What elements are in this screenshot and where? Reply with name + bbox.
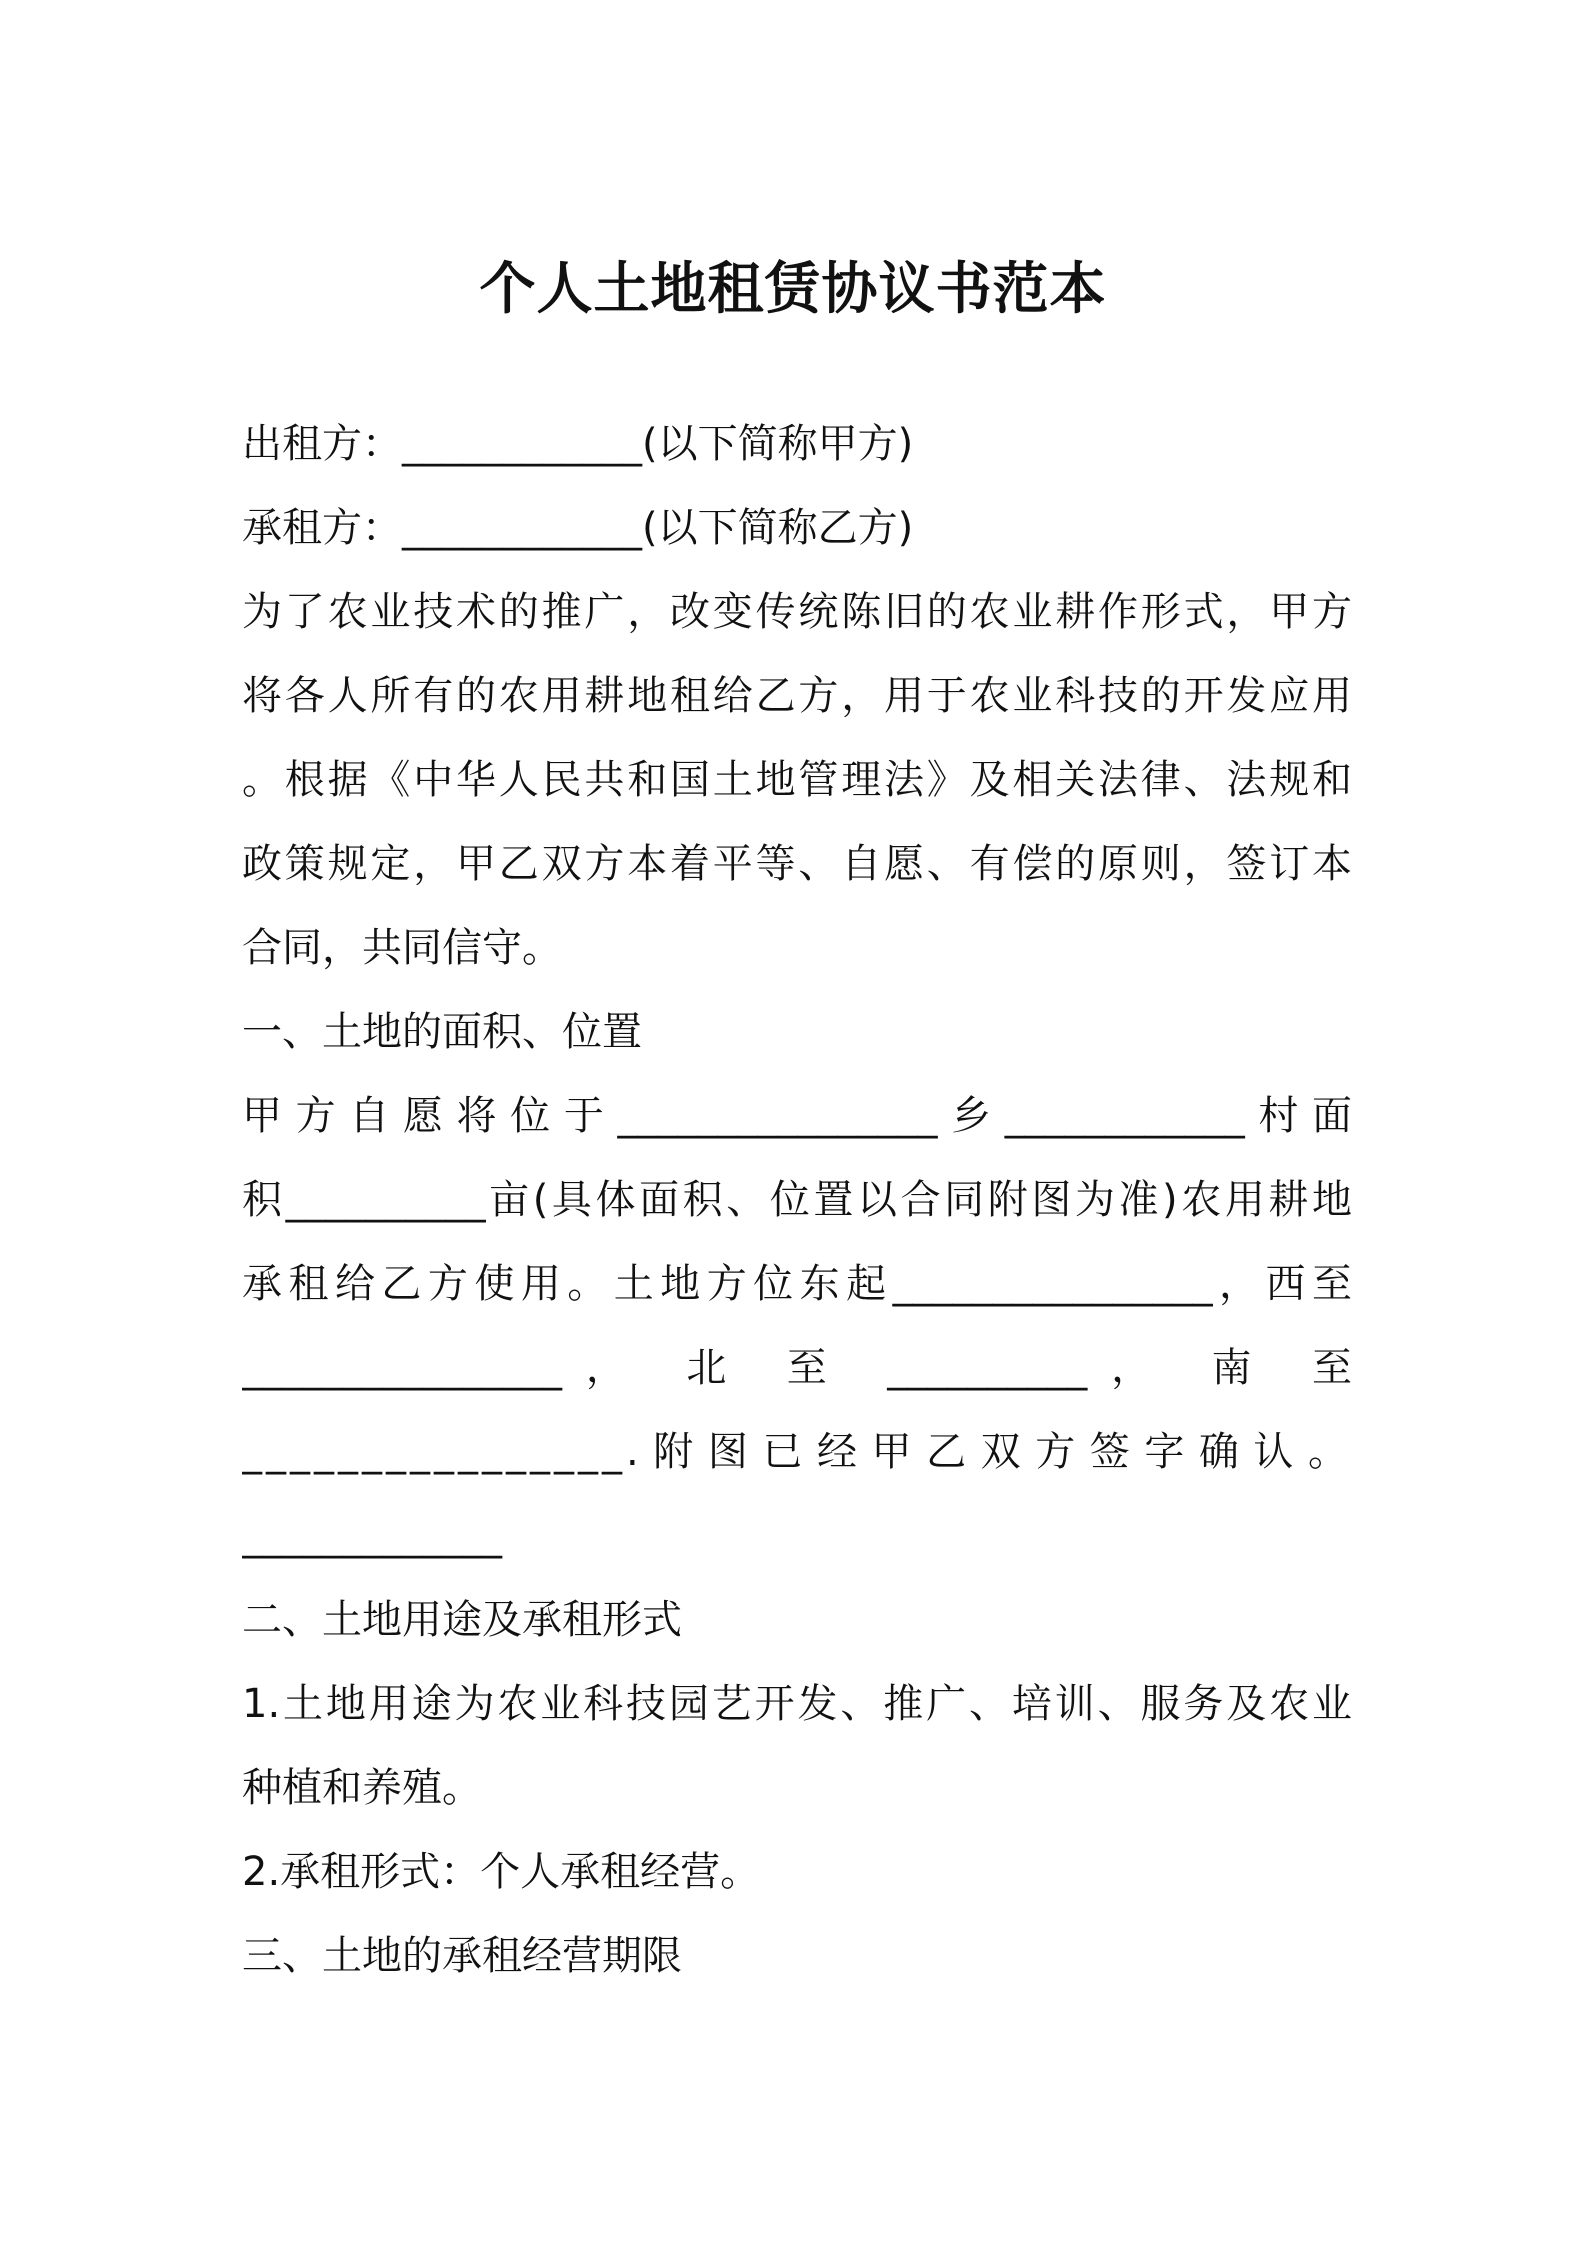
section-heading-1: 一、土地的面积、位置	[242, 1009, 642, 1055]
section-2-line-3: 2.承租形式：个人承租经营。	[242, 1849, 761, 1895]
section-1-line-1: 甲方自愿将位于________________乡____________村面	[242, 1093, 1352, 1139]
preamble-line-2: 将各人所有的农用耕地租给乙方，用于农业科技的开发应用	[242, 673, 1352, 719]
section-heading-2: 二、土地用途及承租形式	[242, 1597, 682, 1643]
preamble-line-3: 。根据《中华人民共和国土地管理法》及相关法律、法规和	[242, 757, 1352, 803]
section-1-line-3: 承租给乙方使用。土地方位东起________________，西至	[242, 1261, 1352, 1307]
preamble-line-4: 政策规定，甲乙双方本着平等、自愿、有偿的原则，签订本	[242, 841, 1352, 887]
preamble-line-1: 为了农业技术的推广，改变传统陈旧的农业耕作形式，甲方	[242, 589, 1352, 635]
section-1-line-4: ________________， 北 至 __________， 南 至	[242, 1345, 1352, 1391]
preamble-line-5: 合同，共同信守。	[242, 925, 562, 971]
section-1-line-5: ________________.附图已经甲乙双方签字确认。	[242, 1429, 1352, 1475]
section-1-line-6: _____________	[242, 1513, 502, 1559]
section-heading-3: 三、土地的承租经营期限	[242, 1933, 682, 1979]
document-body	[242, 402, 1352, 1998]
lessee-line: 承租方：____________(以下简称乙方)	[242, 505, 914, 551]
document-title: 个人土地租赁协议书范本	[479, 257, 1107, 322]
section-2-line-1: 1.土地用途为农业科技园艺开发、推广、培训、服务及农业	[242, 1681, 1352, 1727]
lessor-line: 出租方：____________(以下简称甲方)	[242, 421, 914, 467]
section-2-line-2: 种植和养殖。	[242, 1765, 482, 1811]
section-1-line-2: 积__________亩(具体面积、位置以合同附图为准)农用耕地	[242, 1177, 1352, 1223]
